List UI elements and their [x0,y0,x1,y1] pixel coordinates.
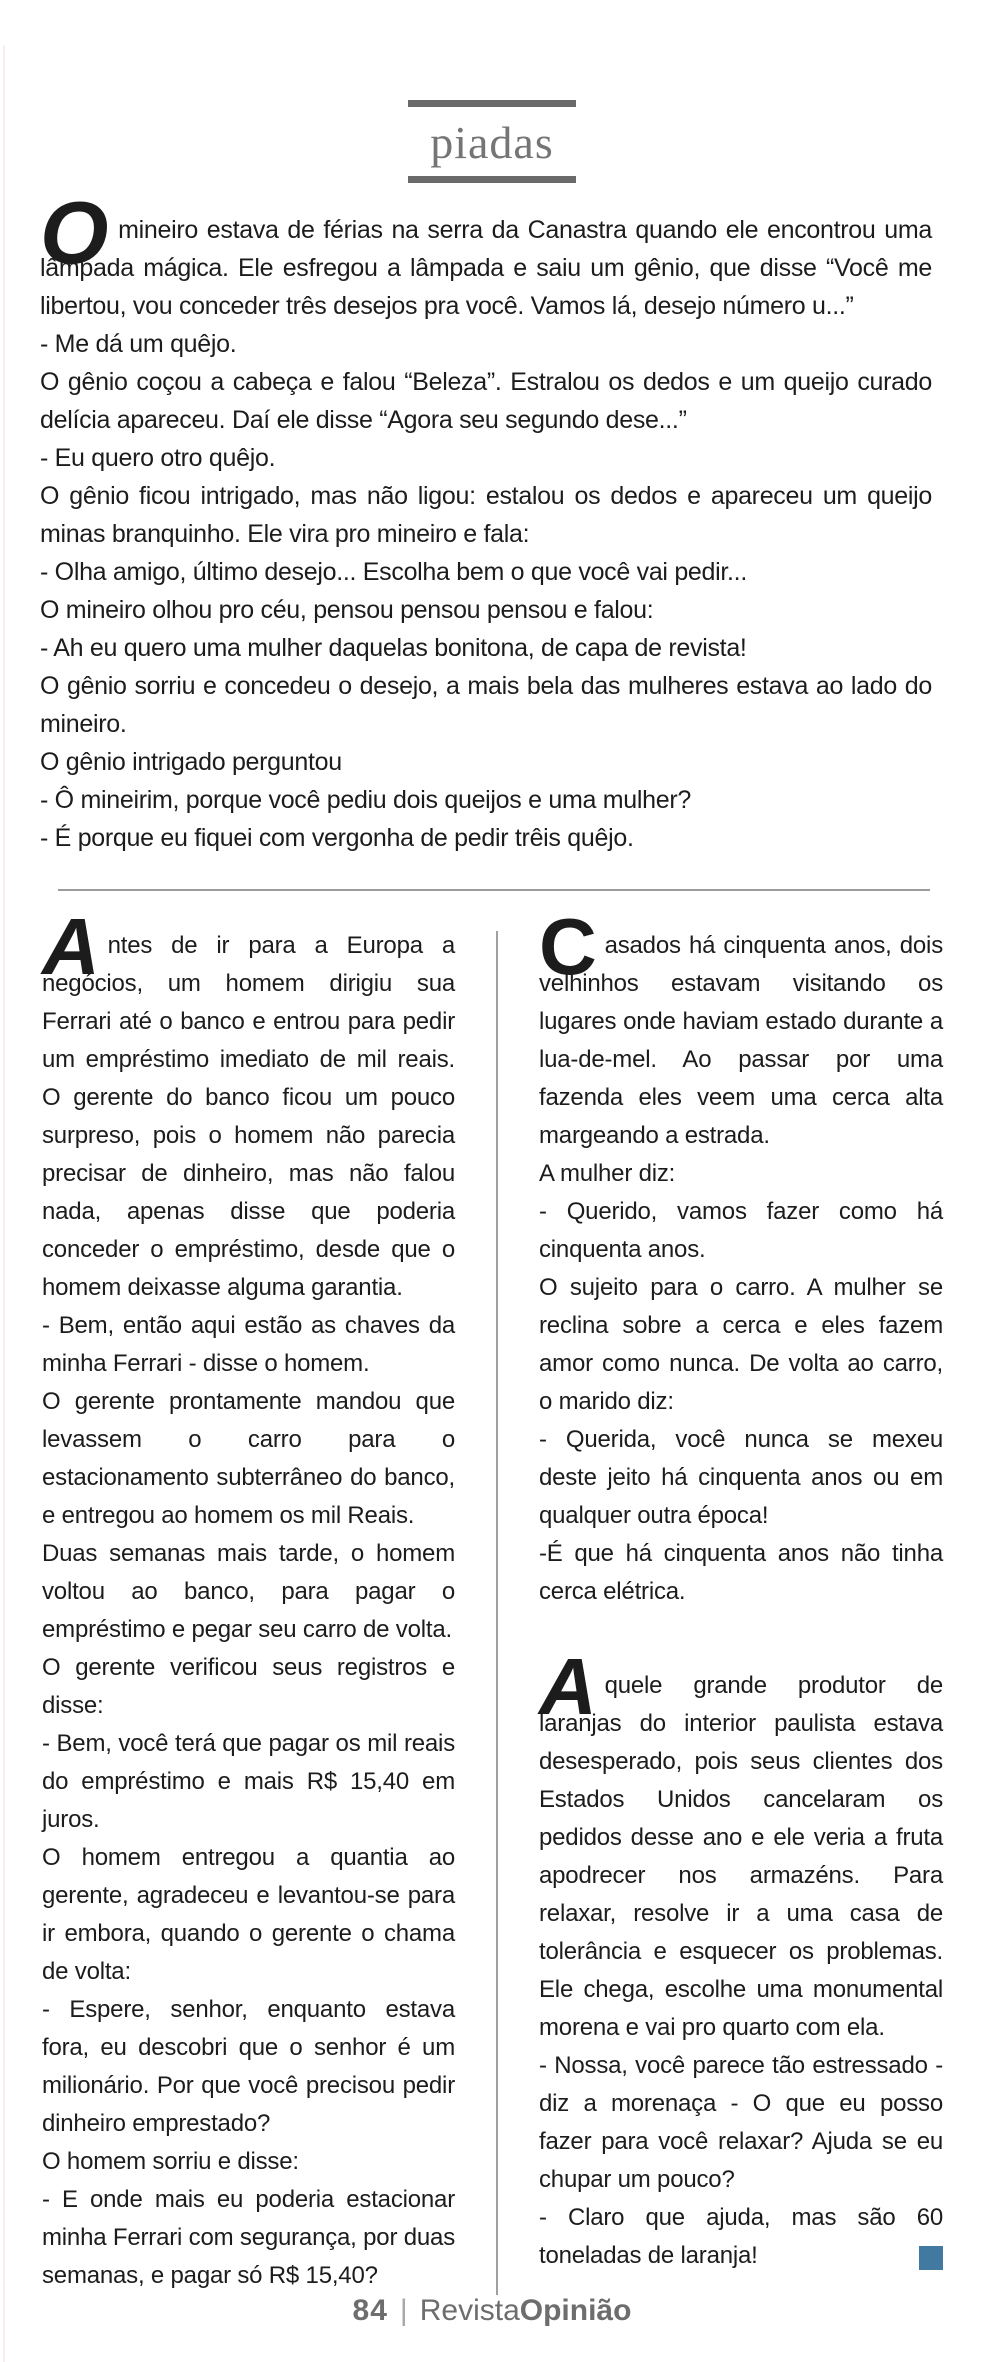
joke-paragraph: - É porque eu fiquei com vergonha de pedir trêis quêjo. [40,824,634,852]
joke-paragraph: - Espere, senhor, enquanto estava fora, eu descobri que o senhor é um milionário. Por que você precisou pedir dinheiro emprestado? [42,1996,455,2137]
joke-paragraph: - Bem, então aqui estão as chaves da minha Ferrari - disse o homem. [42,1312,455,1377]
left-column [42,902,455,2295]
header-rule-bottom [408,176,576,183]
joke-paragraph: - Olha amigo, último desejo... Escolha bem o que você vai pedir... [40,558,747,586]
joke-paragraph: - E onde mais eu poderia estacionar minha Ferrari com segurança, por duas semanas, e pagar só R$ 15,40? [42,2186,455,2289]
section-title: piadas [430,117,554,168]
joke-paragraph: O sujeito para o carro. A mulher se reclina sobre a cerca e eles fazem amor como nunca. De volta ao carro, o marido diz: [539,1274,943,1415]
end-of-article-mark [919,2246,943,2270]
joke-paragraph: - Ô mineirim, porque você pediu dois queijos e uma mulher? [40,786,691,814]
scan-edge-artifact [3,45,5,2362]
joke-paragraph: - Querido, vamos fazer como há cinquenta anos. [539,1198,943,1263]
two-column-section [42,902,943,2295]
joke-paragraph: O mineiro olhou pro céu, pensou pensou pensou e falou: [40,596,654,624]
joke-paragraph: - Nossa, você parece tão estressado - diz a morenaça - O que eu posso fazer para você relaxar? Ajuda se eu chupar um pouco? [539,2052,943,2193]
joke-paragraph: O gerente prontamente mandou que levassem o carro para o estacionamento subterrâneo do banco, e entregou ao homem os mil Reais. [42,1388,455,1529]
dropcap-letter: A [42,902,100,991]
joke-paragraph: mineiro estava de férias na serra da Canastra quando ele encontrou uma lâmpada mágica. Ele esfregou a lâmpada e saiu um gênio, que disse “Você me libertou, vou conceder três desejos pra você. Vamos lá, desejo número u...” [40,216,932,320]
magazine-name-regular: Revista [419,2294,520,2327]
joke-paragraph: -É que há cinquenta anos não tinha cerca elétrica. [539,1540,943,1605]
column-divider [496,931,498,2295]
joke-paragraph: O gênio ficou intrigado, mas não ligou: estalou os dedos e apareceu um queijo minas branquinho. Ele vira pro mineiro e fala: [40,482,932,548]
joke-paragraph: - Me dá um quêjo. [40,330,237,358]
joke-lead-genie-lamp [40,183,932,857]
joke-paragraph: ntes de ir para a Europa a negócios, um homem dirigiu sua Ferrari até o banco e entrou para pedir um empréstimo imediato de mil reais. O gerente do banco ficou um pouco surpreso, pois o homem não parecia precisar de dinheiro, mas não falou nada, apenas disse que poderia conceder o empréstimo, desde que o homem deixasse alguma garantia. [42,932,455,1301]
dropcap-letter: O [40,183,109,282]
header-rule-top [408,100,576,107]
joke-paragraph: - Ah eu quero uma mulher daquelas bonitona, de capa de revista! [40,634,747,662]
page-footer [0,2296,984,2326]
section-header [0,0,984,183]
joke-paragraph: O gênio intrigado perguntou [40,748,342,776]
joke-paragraph: - Claro que ajuda, mas são 60 toneladas de laranja! [539,2204,943,2269]
joke-fifty-years [539,902,943,1611]
joke-paragraph: quele grande produtor de laranjas do interior paulista estava desesperado, pois seus clientes dos Estados Unidos cancelaram os pedidos desse ano e ele veria a fruta apodrecer nos armazéns. Para relaxar, resolve ir a uma casa de tolerância e esquecer os problemas. Ele chega, escolhe uma monumental morena e vai pro quarto com ela. [539,1672,943,2041]
joke-paragraph: - Querida, você nunca se mexeu deste jeito há cinquenta anos ou em qualquer outra época! [539,1426,943,1529]
joke-orange-producer [539,1642,943,2275]
right-column [539,902,943,2295]
joke-paragraph: - Eu quero otro quêjo. [40,444,276,472]
joke-ferrari-loan [42,902,455,2295]
joke-paragraph: asados há cinquenta anos, dois velhinhos estavam visitando os lugares onde haviam estado durante a lua-de-mel. Ao passar por uma fazenda eles veem uma cerca alta margeando a estrada. [539,932,943,1149]
magazine-name-bold: Opinião [519,2294,632,2327]
joke-paragraph: O homem entregou a quantia ao gerente, agradeceu e levantou-se para ir embora, quando o gerente o chama de volta: [42,1844,455,1985]
joke-paragraph: O gerente verificou seus registros e disse: [42,1654,455,1719]
joke-paragraph: O homem sorriu e disse: [42,2148,299,2175]
joke-paragraph: - Bem, você terá que pagar os mil reais do empréstimo e mais R$ 15,40 em juros. [42,1730,455,1833]
joke-paragraph: Duas semanas mais tarde, o homem voltou ao banco, para pagar o empréstimo e pegar seu carro de volta. [42,1540,455,1643]
page-number: 84 [352,2294,388,2327]
horizontal-divider [58,889,930,891]
dropcap-letter: C [539,902,597,991]
dropcap-letter: A [539,1642,597,1731]
joke-paragraph: O gênio coçou a cabeça e falou “Beleza”. Estralou os dedos e um queijo curado delícia apareceu. Daí ele disse “Agora seu segundo dese...” [40,368,932,434]
joke-paragraph: O gênio sorriu e concedeu o desejo, a mais bela das mulheres estava ao lado do mineiro. [40,672,932,738]
joke-paragraph: A mulher diz: [539,1160,676,1187]
footer-separator: | [399,2294,408,2327]
